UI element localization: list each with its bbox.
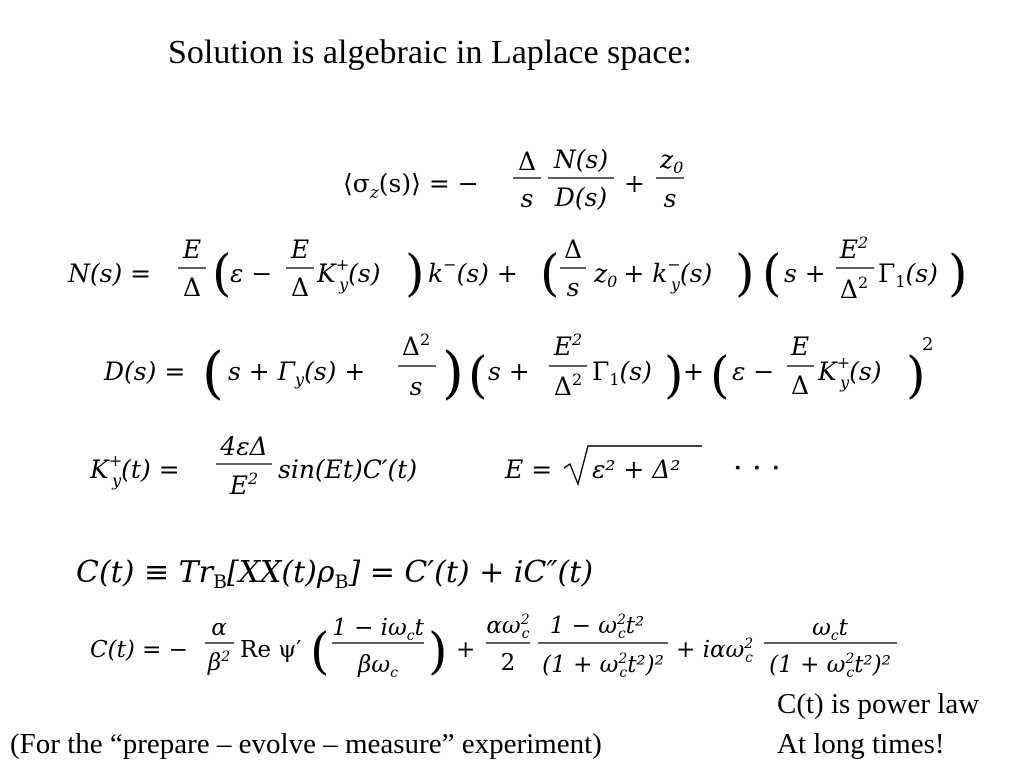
svg-text:E: E bbox=[290, 235, 310, 264]
svg-text:s: s bbox=[409, 372, 423, 401]
svg-text:E: E bbox=[790, 332, 810, 361]
svg-text:): ) bbox=[906, 346, 926, 404]
svg-text:ε² + Δ²: ε² + Δ² bbox=[592, 455, 681, 484]
svg-text:Δ: Δ bbox=[290, 273, 310, 302]
svg-text:ε −: ε − bbox=[732, 357, 775, 386]
svg-text:k−(s) +: k−(s) + bbox=[428, 255, 518, 288]
power-law-note-line2: At long times! bbox=[777, 728, 945, 760]
svg-text:D(s): D(s) bbox=[554, 183, 608, 212]
svg-text:(: ( bbox=[710, 346, 730, 404]
svg-text:Re ψ′: Re ψ′ bbox=[240, 637, 302, 663]
svg-text:z0+ k−y(s): $z_0 + k^-$ y(s) bbox=[594, 255, 713, 294]
svg-text:s: s bbox=[663, 184, 677, 213]
K-equation bbox=[89, 432, 781, 500]
svg-text:αω2c: $\alpha\omega^2$ c bbox=[486, 612, 530, 642]
svg-text:s +: s + bbox=[784, 259, 826, 288]
svg-text:+: + bbox=[624, 169, 645, 198]
svg-text:): ) bbox=[442, 341, 464, 406]
svg-text:(1 + ω2ct²)²: ($1 + \omega^2$ ct²)² bbox=[769, 651, 891, 681]
svg-text:Δ: Δ bbox=[517, 147, 537, 176]
svg-text:E =: E = bbox=[505, 455, 553, 484]
svg-text:K+y(s): K+ y(s) bbox=[818, 353, 882, 392]
svg-text:Δ: Δ bbox=[563, 235, 583, 264]
svg-text:N(s): N(s) bbox=[553, 145, 609, 174]
svg-text:D(s) =: D(s) = bbox=[104, 357, 186, 386]
svg-text:(: ( bbox=[762, 244, 782, 302]
svg-text:E2: $E^2$ bbox=[839, 233, 869, 264]
svg-text:Δ: Δ bbox=[790, 371, 810, 400]
svg-text:(: ( bbox=[212, 244, 232, 302]
svg-text:s: s bbox=[566, 273, 580, 302]
svg-text:Δ: Δ bbox=[182, 273, 202, 302]
power-law-note-line1: C(t) is power law bbox=[777, 688, 980, 720]
svg-text:βωc: $\beta\omega_c$ bbox=[358, 652, 398, 681]
svg-text:): ) bbox=[735, 244, 755, 302]
svg-text:(: ( bbox=[310, 622, 330, 680]
svg-text:C(t) ≡ TrB[XX(t)ρB] = C′(t) +: $C(t) \equiv Tr_B[XX(t)\rho_B] = C'(t) + iC''(t)$ bbox=[76, 555, 594, 593]
svg-text:(: ( bbox=[540, 244, 560, 302]
svg-text:C(t) = −: C(t) = − bbox=[90, 637, 188, 663]
slide-title: Solution is algebraic in Laplace space: bbox=[168, 34, 692, 71]
svg-text:(1 + ω2ct²)²: ($1 + \omega^2$ ct²)² bbox=[542, 651, 664, 681]
svg-text:+: + bbox=[456, 637, 476, 663]
svg-text:1 − iωct: $1 - i\omega_ct$ bbox=[332, 615, 424, 644]
svg-text:α: α bbox=[211, 615, 227, 641]
svg-text:+: + bbox=[683, 357, 704, 386]
svg-text:ε −: ε − bbox=[230, 259, 273, 288]
svg-text:Δ2: $\Delta^2$ bbox=[401, 330, 431, 361]
svg-text:· · ·: · · · bbox=[733, 451, 781, 486]
svg-text:(: ( bbox=[468, 346, 488, 404]
svg-text:β2: $\beta^2$ bbox=[207, 649, 231, 676]
svg-text:E: E bbox=[182, 235, 202, 264]
svg-text:): ) bbox=[405, 244, 425, 302]
svg-text:): ) bbox=[428, 622, 448, 680]
svg-text:E2: $E^2$ bbox=[229, 469, 259, 500]
svg-text:(: ( bbox=[202, 341, 224, 406]
svg-text:4εΔ: 4εΔ bbox=[220, 432, 268, 461]
svg-text:z0: $z_0$ bbox=[660, 145, 684, 177]
svg-text:E2: $E^2$ bbox=[553, 330, 583, 361]
C-definition-equation bbox=[76, 555, 593, 593]
svg-text:2: 2 bbox=[922, 334, 934, 355]
svg-text:ωct: $\omega_ct$ bbox=[812, 615, 848, 644]
svg-text:K+y(t) =: K+ y(t) = bbox=[90, 451, 180, 490]
C-full-equation bbox=[90, 612, 897, 681]
svg-text:sin(Et)C′(t): sin(Et)C′(t) bbox=[278, 455, 418, 484]
svg-text:N(s) =: N(s) = bbox=[68, 259, 152, 288]
svg-text:s: s bbox=[520, 184, 534, 213]
svg-text:2: 2 bbox=[500, 650, 516, 676]
svg-text:s +: s + bbox=[488, 357, 530, 386]
svg-text:Δ2: $\Delta^2$ bbox=[839, 273, 869, 304]
experiment-note: (For the “prepare – evolve – measure” experiment) bbox=[10, 728, 602, 760]
svg-text:Δ2: $\Delta^2$ bbox=[553, 370, 583, 401]
svg-text:): ) bbox=[664, 346, 684, 404]
svg-text:⟨σz(s)⟩ = −: $⟨\sigma_z(s)⟩$ = − bbox=[343, 169, 479, 203]
svg-text:): ) bbox=[948, 244, 968, 302]
svg-text:1 − ω2ct²: $1 - \omega^2$ ct² bbox=[549, 612, 645, 642]
D-equation bbox=[103, 330, 933, 406]
svg-text:Γ1(s): $\Gamma_1(s)$ bbox=[878, 259, 938, 291]
svg-text:K+y(s): K+ y(s) bbox=[317, 255, 381, 294]
svg-text:+ iαω2c: + iαω$^2$ c bbox=[676, 636, 754, 666]
svg-text:Γ1(s): $\Gamma_1(s)$ bbox=[592, 357, 652, 389]
svg-text:s + Γy(s) +: $s + \Gamma_y(s)$ + bbox=[228, 357, 366, 389]
sigma-equation bbox=[343, 145, 684, 213]
N-equation bbox=[67, 233, 968, 304]
